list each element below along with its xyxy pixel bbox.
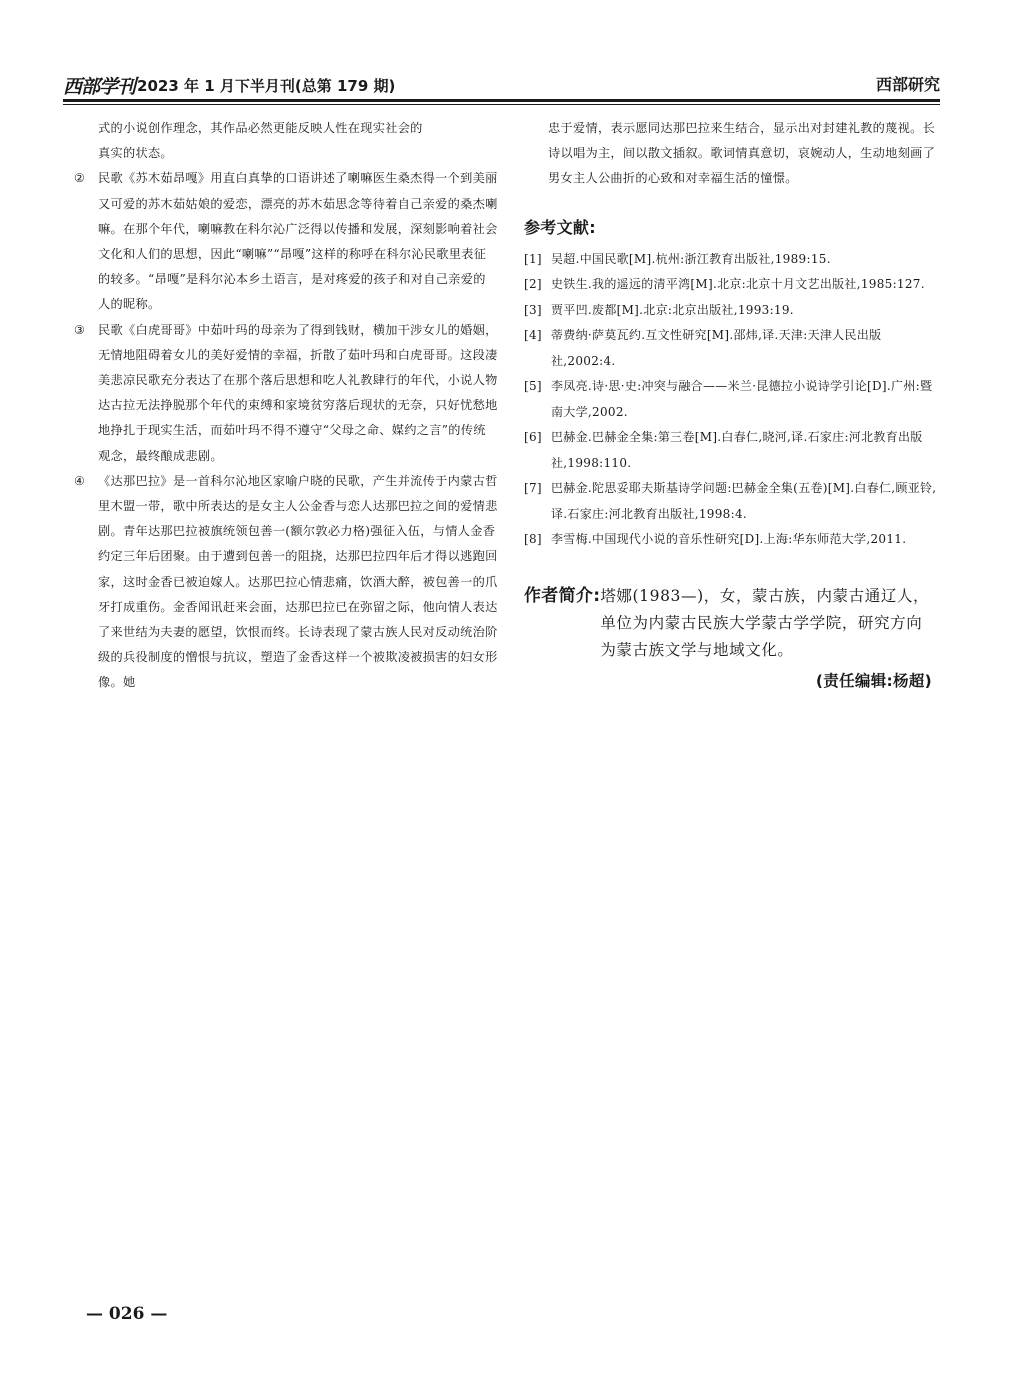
header-rule-thick — [63, 99, 940, 102]
author-text: 塔娜(1983—)，女，蒙古族，内蒙古通辽人，单位为内蒙古民族大学蒙古学学院，研究方向为蒙古族文学与地域文化。 — [600, 586, 930, 659]
reference-number: [3] — [524, 302, 542, 317]
reference-number: [1] — [524, 251, 542, 266]
note-text: 民歌《白虎哥哥》中茹叶玛的母亲为了得到钱财，横加干涉女儿的婚姻，无情地阻碍着女儿的美好爱情的幸福，折散了茹叶玛和白虎哥哥。这段凄美悲凉民歌充分表达了在那个落后思想和吃人礼教肆行的年代，小说人物达古拉无法挣脱那个年代的束缚和家境贫穷落后现状的无奈，只好忧愁地地挣扎于现实生活，而茹叶玛不得不遵守“父母之命、媒约之言”的传统观念，最终酿成悲剧。 — [98, 322, 498, 463]
references-heading: 参考文献: — [524, 217, 596, 237]
left-column — [74, 116, 498, 696]
intro-line: 式的小说创作理念，其作品必然更能反映人性在现实社会的 — [98, 121, 423, 135]
reference-item — [524, 374, 938, 425]
issue-info: 2023 年 1 月下半月刊(总第 179 期) — [137, 76, 396, 95]
intro-line: 真实的状态。 — [98, 146, 173, 161]
reference-item — [524, 527, 938, 553]
note-4 — [74, 469, 498, 696]
journal-logo: 西部学刊 — [63, 75, 136, 98]
header-rule-thin — [63, 104, 940, 105]
page-header — [63, 72, 940, 98]
note-marker: ② — [74, 171, 86, 186]
note-4-continuation: 忠于爱情，表示愿同达那巴拉来生结合，显示出对封建礼教的蔑视。长诗以唱为主，间以散文插叙。歌词情真意切，哀婉动人，生动地刻画了男女主人公曲折的心致和对幸福生活的憧憬。 — [548, 121, 936, 186]
reference-number: [7] — [524, 481, 542, 496]
note-2 — [74, 166, 498, 317]
note-3 — [74, 318, 498, 469]
note-marker: ③ — [74, 322, 86, 337]
reference-number: [2] — [524, 277, 542, 292]
reference-text: 李凤亮.诗·思·史:冲突与融合——米兰·昆德拉小说诗学引论[D].广州:暨南大学,2002. — [551, 379, 933, 419]
reference-text: 吴超.中国民歌[M].杭州:浙江教育出版社,1989:15. — [551, 251, 831, 266]
reference-text: 贾平凹.废都[M].北京:北京出版社,1993:19. — [551, 302, 794, 317]
reference-item — [524, 272, 938, 298]
reference-text: 巴赫金.陀思妥耶夫斯基诗学问题:巴赫金全集(五卷)[M].白春仁,顾亚铃,译.石家庄:河北教育出版社,1998:4. — [551, 481, 937, 521]
header-left — [63, 72, 395, 98]
reference-number: [4] — [524, 328, 542, 343]
reference-number: [8] — [524, 532, 542, 547]
reference-item — [524, 298, 938, 324]
author-label: 作者简介: — [524, 585, 601, 606]
section-title: 西部研究 — [875, 75, 940, 94]
reference-item — [524, 425, 938, 476]
right-column — [524, 116, 938, 695]
reference-text: 史铁生.我的遥远的清平湾[M].北京:北京十月文艺出版社,1985:127. — [551, 277, 925, 292]
intro-paragraph — [74, 116, 498, 166]
note-text: 《达那巴拉》是一首科尔沁地区家喻户晓的民歌，产生并流传于内蒙古哲里木盟一带，歌中所表达的是女主人公金香与恋人达那巴拉之间的爱情悲剧。青年达那巴拉被旗统领包善一(额尔敦必力格)强征入伍，与情人金香约定三年后团聚。由于遭到包善一的阻挠，达那巴拉四年后才得以逃跑回家，这时金香已被迫嫁人。达那巴拉心情悲痛，饮酒大醉，被包善一的爪牙打成重伤。金香闻讯赶来会面，达那巴拉已在弥留之际，他向情人表达了来世结为夫妻的愿望，饮恨而终。长诗表现了蒙古族人民对反动统治阶级的兵役制度的憎恨与抗议，塑造了金香这样一个被欺凌被损害的妇女形像。她 — [98, 473, 498, 690]
author-bio — [524, 583, 938, 664]
page-number: — 026 — — [86, 1304, 168, 1324]
reference-item — [524, 476, 938, 527]
note-text: 民歌《苏木茹昂嘎》用直白真挚的口语讲述了喇嘛医生桑杰得一个到美丽又可爱的苏木茹姑娘的爱恋，漂亮的苏木茹思念等待着自己亲爱的桑杰喇嘛。在那个年代，喇嘛教在科尔沁广泛得以传播和发展，深刻影响着社会文化和人们的思想，因此“喇嘛”“昂嘎”这样的称呼在科尔沁民歌里表征的较多。“昂嘎”是科尔沁本乡土语言，是对疼爱的孩子和对自己亲爱的人的昵称。 — [98, 171, 498, 312]
note-marker: ④ — [74, 473, 86, 488]
reference-text: 李雪梅.中国现代小说的音乐性研究[D].上海:华东师范大学,2011. — [551, 532, 907, 547]
reference-text: 巴赫金.巴赫金全集:第三卷[M].白春仁,晓河,译.石家庄:河北教育出版社,1998:110. — [551, 430, 923, 470]
reference-number: [6] — [524, 430, 542, 445]
reference-item — [524, 323, 938, 374]
reference-text: 蒂费纳·萨莫瓦约.互文性研究[M].邵炜,译.天津:天津人民出版社,2002:4. — [551, 328, 882, 368]
reference-item — [524, 247, 938, 273]
reference-number: [5] — [524, 379, 542, 394]
responsible-editor: (责任编辑:杨超) — [815, 671, 932, 690]
